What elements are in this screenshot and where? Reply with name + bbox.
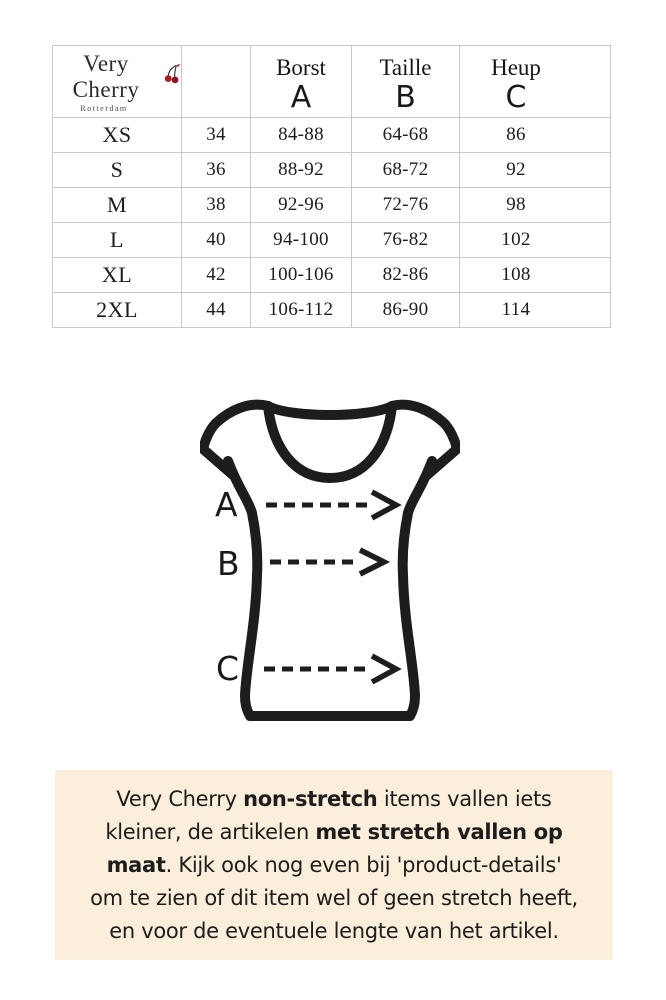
label-b: B <box>217 544 240 583</box>
table-row: S 36 88-92 68-72 92 <box>53 153 611 188</box>
label-c: C <box>216 649 240 688</box>
header-heup: Heup C <box>460 46 611 118</box>
brand-city: Rotterdam <box>80 103 128 113</box>
header-empty <box>182 46 251 118</box>
note-line: maat. Kijk ook nog even bij 'product-details' <box>106 852 562 877</box>
header-taille: Taille B <box>352 46 460 118</box>
size-table <box>52 45 611 328</box>
brand-name: Very Cherry <box>72 50 140 102</box>
cherry-icon <box>164 62 181 85</box>
table-row: L 40 94-100 76-82 102 <box>53 223 611 258</box>
stretch-note <box>55 770 613 960</box>
table-header-row <box>53 46 611 118</box>
tshirt-diagram <box>200 398 460 730</box>
table-row: 2XL 44 106-112 86-90 114 <box>53 293 611 328</box>
note-line: en voor de eventuele lengte van het artikel. <box>109 918 559 943</box>
note-line: kleiner, de artikelen met stretch vallen op <box>105 819 563 844</box>
header-borst: Borst A <box>251 46 352 118</box>
table-row: XL 42 100-106 82-86 108 <box>53 258 611 293</box>
table-row: XS 34 84-88 64-68 86 <box>53 118 611 153</box>
note-line: Very Cherry non-stretch items vallen iets <box>116 786 552 811</box>
note-line: om te zien of dit item wel of geen stretch heeft, <box>90 885 578 910</box>
brand-logo <box>53 46 182 118</box>
label-a: A <box>215 485 238 524</box>
table-row: M 38 92-96 72-76 98 <box>53 188 611 223</box>
